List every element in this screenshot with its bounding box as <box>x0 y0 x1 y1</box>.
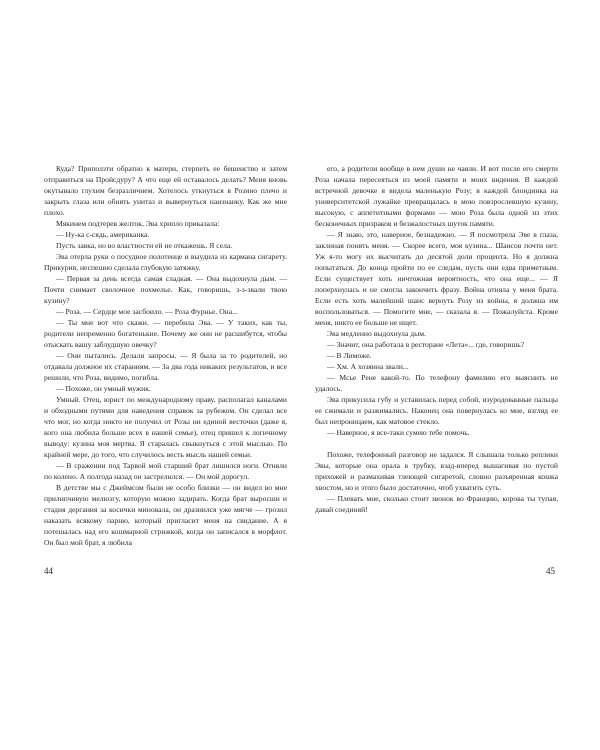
paragraph: Эва медленно выдохнула дым. <box>327 329 426 338</box>
paragraph: — Роза. — Сердце мое засбоило. — Роза Фурнье. Она... <box>56 307 238 316</box>
paragraph: Умный. Отец, юрист по международному праву, располагал каналами и обходными путями для наведения справок за рубежом. Он сделал все что мог, но когда никто не получил от Розы ни единой весточки (даже я, кого она любила больше всех в нашей семье), отец пришел к логичному выводу: кузина моя мертва. Я старалась свыкнуться с этой мыслью. По крайней мере, до того, что случилось весть мысль нашей семьи. <box>44 395 287 459</box>
paragraph: — В сражении под Тарвой мой старший брат лишился ноги. Отняли по колено. А полгода назад он застрелился. — Он мой дорогул. <box>44 461 287 481</box>
paragraph: — Первая за день всегда самая сладкая. — Она выдохнула дым. — Почти снимает сволочное похмелье. Как, говоришь, з-з-звали твою кузину? <box>44 274 287 305</box>
left-page-number: 44 <box>44 566 53 576</box>
paragraph: — Хм. А хозяина звали... <box>327 362 409 371</box>
paragraph: — Я знаю, это, наверное, безнадежно. — Я посмотрела Эве в глаза, заклиная понять меня. — Скорее всего, моя кузина... Шансов почти нет. Уж я-то могу их высчитать до десятой доли процента. Но я должна попытаться. До конца пройти по ее следам, пусть они едва приметным. Если существует хоть ничтожная вероятность, что она еще... — Я поперхнулась и не смогла закончить фразу. Война отняла у меня брата. Если есть хоть малейший шанс вернуть Розу из войны, я должна им воспользоваться. — Помогите мне, — сказала я. — Пожалуйста. Кроме меня, никто ее больше не ищет. <box>315 230 558 327</box>
paragraph: Похоже, телефонный разговор не задался. Я слышала только реплики Эвы, которые она орала в трубку, взад-вперед вышагивая по пустой прихожей и размахивая тлеющей сигаретой, словно разъяренная кошка хвостом, но и этого было достаточно, чтоб ухватить суть. <box>315 450 558 492</box>
right-page-text <box>315 163 558 515</box>
paragraph: Эва отерла руки о посудное полотенце и выудила из кармана сигарету. Прикурив, неспешно сделала глубокую затяжку. <box>44 252 287 272</box>
paragraph: его, а родители вообще в нем души не чаяли. И вот после его смерти Роза начала пересеяться из моей памяти и моих видения. В каждой встречной девочке я видела маленькую Розу; в каждой блондинка на университетской лужайке превращалась в мою повзрослевшую кузину, высокую, с аппетитными формами — мою Роза была одной из этих бесконечных призраков и безжалостных шуток памяти. <box>315 164 558 228</box>
paragraph: Эва прикусила губу и уставилась перед собой, изуродованные пальцы ее сжимали и разжимались. Наконец она повернулась ко мне, взгляд ее был непроницаем, как матовое стекло. <box>315 395 558 426</box>
paragraph: — Они пытались. Делали запросы. — Я была за то родителей, но отдавала должное их стараниям. — За два года никаких результатов, и все решили, что Роза, видимо, погибла. <box>44 351 287 382</box>
paragraph: В детстве мы с Джеймсом были не особо близки — он видел во мне прилипчивую мелюзгу, которую можно задирать. Когда брат выросши и стадия дергания за косички миновала, он дразнился уже мягче — грозил наказать всякому парню, который пригласит меня на свидание. А я потешалась над его кошмарной стрижкой, когда он записался в морфлот. Он был мой брат, я любила <box>44 483 287 547</box>
paragraph: Куда? Приползти обратно к матери, стерпеть ее бешенство и затем отправиться на Пройсдуру? А что еще ей оставалось делать? Меня вновь окутывало глухим безразличием. Хотелось уткнуться в Розино плечо и закрыть глаза или обнять унитаз и вывернуться наизнанку. Как же мне плохо. <box>44 164 287 217</box>
paragraph: — Значит, она работала в ресторане «Лета»... где, говоришь? <box>327 340 525 349</box>
paragraph: Пусть завка, но во властности ей не откажешь. Я села. <box>56 241 233 250</box>
paragraph: — Ну-ка с-сядь, американка. <box>56 230 150 239</box>
paragraph: — Ты мне вот что скажи. — перебила Эва. — У таких, как ты, родители непременно богатенькие. Почему же они не расшибутся, чтобы отыскать вашу заблудшую овечку? <box>44 318 287 349</box>
paragraph: — Плевать мне, сколько стоит звонок во Францию, корова ты тупая, давай соединяй! <box>315 494 558 514</box>
paragraph: Мякинем подтерев желток, Эва хрипло приказала: <box>56 219 220 228</box>
right-page-number: 45 <box>546 566 555 576</box>
paragraph: — Похоже, он умный мужик. <box>56 384 151 393</box>
paragraph: — Мсье Рене какой-то. По телефону фамилию его выяснить не удалось. <box>315 373 558 393</box>
left-page-text <box>44 163 287 548</box>
paragraph: — В Лиможе. <box>327 351 372 360</box>
paragraph: — Наверное, я все-таки сумею тебе помочь. <box>327 428 470 437</box>
